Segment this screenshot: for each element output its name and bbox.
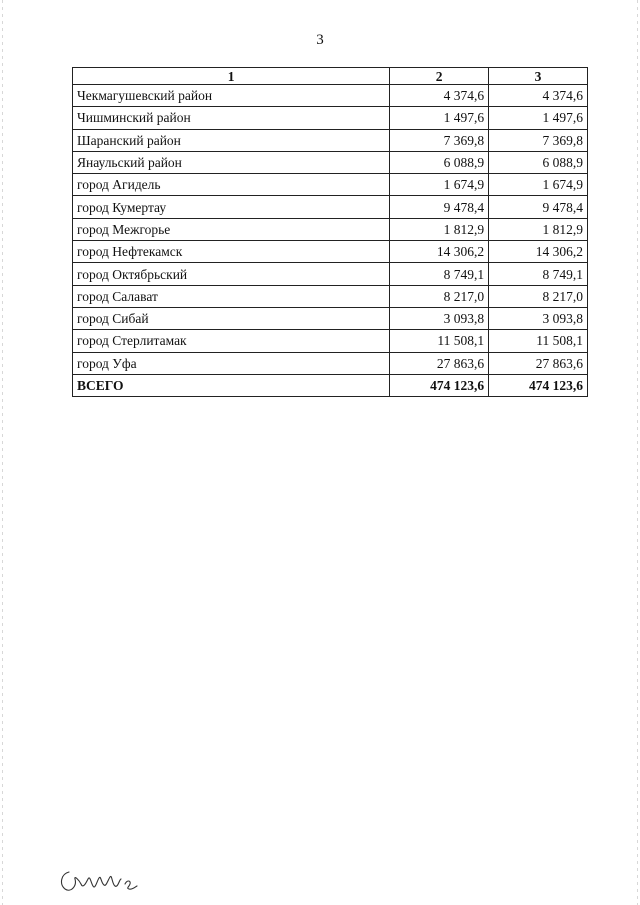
row-value-cell-col2: 4 374,6	[390, 85, 489, 107]
row-name-cell: город Уфа	[73, 352, 390, 374]
row-value-cell-col3: 14 306,2	[489, 241, 588, 263]
row-value-cell-col2: 8 749,1	[390, 263, 489, 285]
row-name-cell: город Стерлитамак	[73, 330, 390, 352]
column-header-2: 2	[390, 68, 489, 85]
total-value-cell-col3: 474 123,6	[489, 374, 588, 396]
row-name-cell: город Нефтекамск	[73, 241, 390, 263]
row-value-cell-col2: 7 369,8	[390, 129, 489, 151]
table-row	[73, 307, 588, 329]
row-value-cell-col2: 8 217,0	[390, 285, 489, 307]
column-header-3: 3	[489, 68, 588, 85]
table-row	[73, 241, 588, 263]
page-edge-left	[2, 0, 3, 905]
handwritten-signature	[55, 862, 145, 898]
row-name-cell: Янаульский район	[73, 151, 390, 173]
total-value-cell-col2: 474 123,6	[390, 374, 489, 396]
table-row	[73, 352, 588, 374]
table-header-row	[73, 68, 588, 85]
table-row	[73, 174, 588, 196]
row-name-cell: город Октябрьский	[73, 263, 390, 285]
table-row	[73, 218, 588, 240]
table-row	[73, 330, 588, 352]
row-value-cell-col3: 3 093,8	[489, 307, 588, 329]
row-value-cell-col3: 1 497,6	[489, 107, 588, 129]
row-name-cell: Чишминский район	[73, 107, 390, 129]
total-label-cell: ВСЕГО	[73, 374, 390, 396]
row-value-cell-col2: 11 508,1	[390, 330, 489, 352]
row-value-cell-col3: 1 674,9	[489, 174, 588, 196]
row-name-cell: город Межгорье	[73, 218, 390, 240]
table-row	[73, 107, 588, 129]
table-row	[73, 263, 588, 285]
row-value-cell-col3: 7 369,8	[489, 129, 588, 151]
column-header-1: 1	[73, 68, 390, 85]
row-value-cell-col3: 9 478,4	[489, 196, 588, 218]
row-name-cell: Чекмагушевский район	[73, 85, 390, 107]
row-value-cell-col3: 27 863,6	[489, 352, 588, 374]
table-row	[73, 151, 588, 173]
row-name-cell: город Сибай	[73, 307, 390, 329]
table-row	[73, 129, 588, 151]
table-row	[73, 196, 588, 218]
row-value-cell-col3: 4 374,6	[489, 85, 588, 107]
row-value-cell-col2: 9 478,4	[390, 196, 489, 218]
page-number: 3	[316, 32, 324, 48]
row-value-cell-col2: 3 093,8	[390, 307, 489, 329]
row-value-cell-col3: 6 088,9	[489, 151, 588, 173]
row-value-cell-col3: 1 812,9	[489, 218, 588, 240]
row-name-cell: город Салават	[73, 285, 390, 307]
row-value-cell-col2: 6 088,9	[390, 151, 489, 173]
row-value-cell-col3: 8 749,1	[489, 263, 588, 285]
row-value-cell-col2: 1 497,6	[390, 107, 489, 129]
row-value-cell-col2: 1 674,9	[390, 174, 489, 196]
row-name-cell: город Кумертау	[73, 196, 390, 218]
row-value-cell-col3: 11 508,1	[489, 330, 588, 352]
data-table	[72, 67, 588, 397]
row-value-cell-col3: 8 217,0	[489, 285, 588, 307]
row-name-cell: город Агидель	[73, 174, 390, 196]
row-value-cell-col2: 27 863,6	[390, 352, 489, 374]
page-edge-right	[637, 0, 638, 905]
table-total-row	[73, 374, 588, 396]
row-value-cell-col2: 1 812,9	[390, 218, 489, 240]
table-row	[73, 85, 588, 107]
row-name-cell: Шаранский район	[73, 129, 390, 151]
table-row	[73, 285, 588, 307]
row-value-cell-col2: 14 306,2	[390, 241, 489, 263]
